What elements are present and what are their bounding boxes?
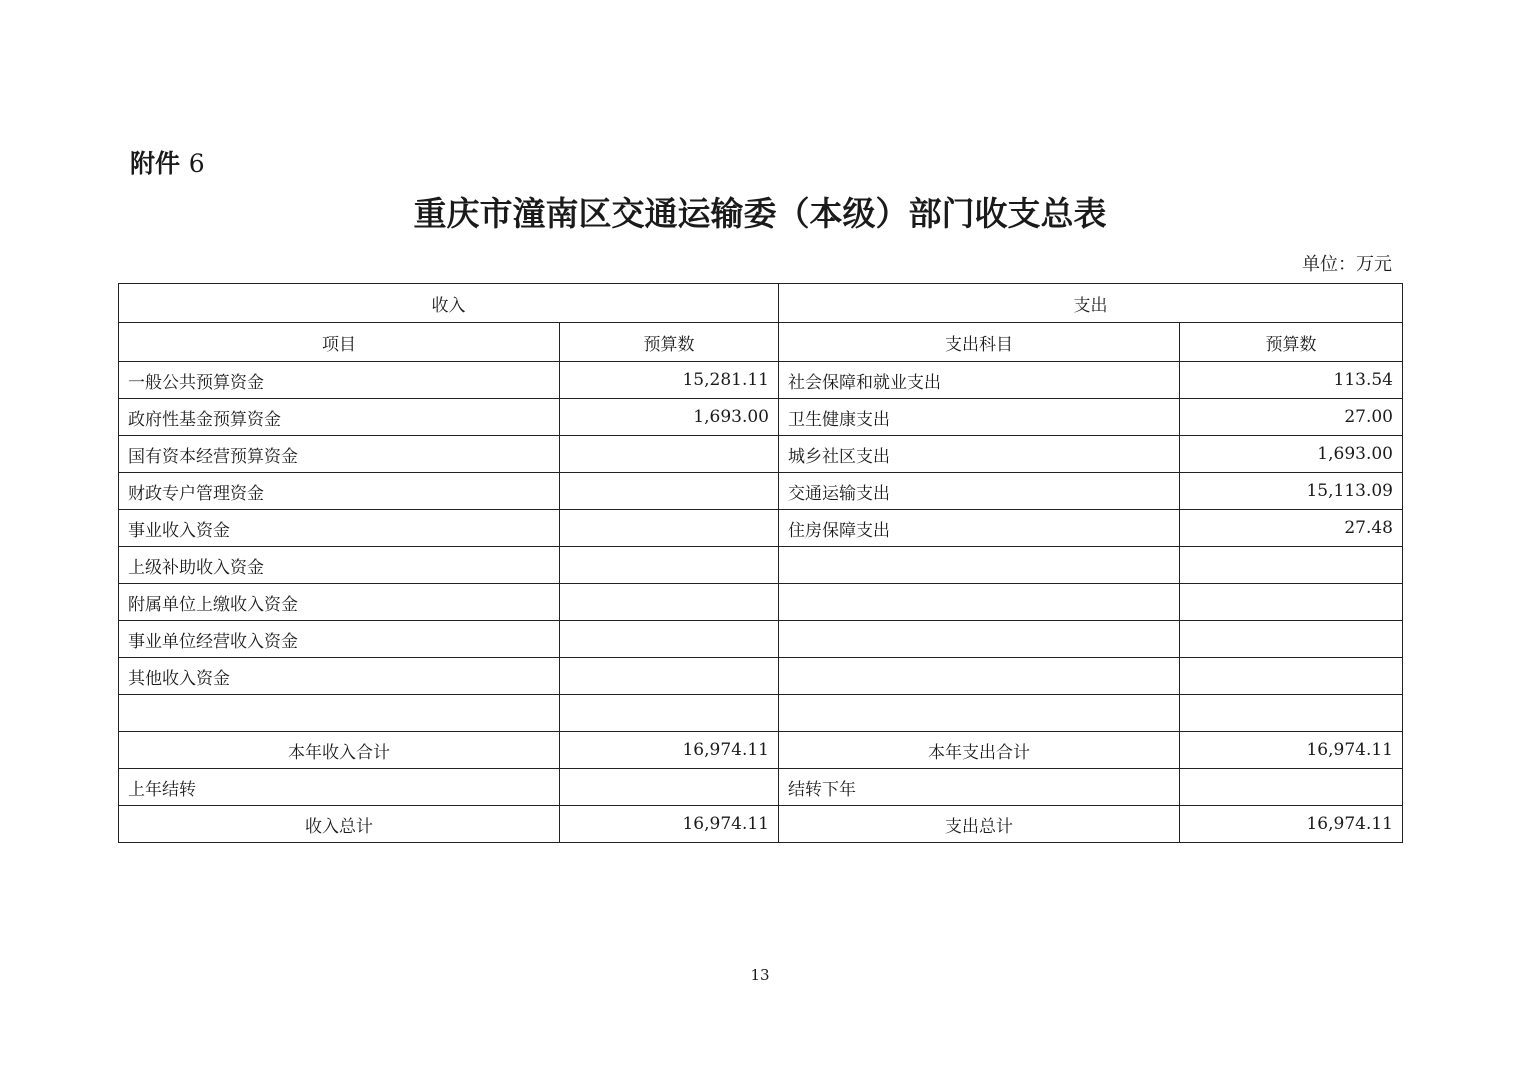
income-item: 财政专户管理资金	[119, 473, 560, 510]
table-row	[119, 584, 1403, 621]
col-budget: 预算数	[560, 323, 779, 362]
expense-header: 支出	[779, 284, 1403, 323]
table-row	[119, 362, 1403, 399]
income-value	[560, 584, 779, 621]
income-item	[119, 695, 560, 732]
income-carry-value	[560, 769, 779, 806]
income-value	[560, 658, 779, 695]
expense-value: 15,113.09	[1180, 473, 1403, 510]
expense-year-total-label: 本年支出合计	[779, 732, 1180, 769]
expense-value	[1180, 658, 1403, 695]
year-total-row	[119, 732, 1403, 769]
income-item: 事业单位经营收入资金	[119, 621, 560, 658]
col-expense-subject: 支出科目	[779, 323, 1180, 362]
table-row	[119, 695, 1403, 732]
income-item: 一般公共预算资金	[119, 362, 560, 399]
expense-value	[1180, 695, 1403, 732]
income-grand-total-label: 收入总计	[119, 806, 560, 843]
expense-item: 城乡社区支出	[779, 436, 1180, 473]
income-value	[560, 473, 779, 510]
expense-value: 1,693.00	[1180, 436, 1403, 473]
expense-grand-total-value: 16,974.11	[1180, 806, 1403, 843]
expense-value	[1180, 547, 1403, 584]
income-value	[560, 695, 779, 732]
income-item: 国有资本经营预算资金	[119, 436, 560, 473]
expense-value: 113.54	[1180, 362, 1403, 399]
attachment-label	[130, 144, 205, 180]
expense-value: 27.48	[1180, 510, 1403, 547]
income-year-total-value: 16,974.11	[560, 732, 779, 769]
expense-value	[1180, 584, 1403, 621]
expense-item	[779, 695, 1180, 732]
income-value	[560, 621, 779, 658]
carry-over-row	[119, 769, 1403, 806]
col-item: 项目	[119, 323, 560, 362]
page-title: 重庆市潼南区交通运输委（本级）部门收支总表	[413, 194, 1107, 233]
income-expense-table	[118, 283, 1403, 843]
expense-item	[779, 584, 1180, 621]
income-value	[560, 436, 779, 473]
expense-grand-total-label: 支出总计	[779, 806, 1180, 843]
income-value: 1,693.00	[560, 399, 779, 436]
expense-year-total-value: 16,974.11	[1180, 732, 1403, 769]
unit-label: 单位：万元	[1302, 254, 1392, 275]
table-row	[119, 621, 1403, 658]
table-header-row	[119, 284, 1403, 323]
income-header: 收入	[119, 284, 779, 323]
expense-item	[779, 621, 1180, 658]
column-header-row	[119, 323, 1403, 362]
expense-item: 交通运输支出	[779, 473, 1180, 510]
attachment-text: 附件	[130, 149, 181, 178]
income-item: 事业收入资金	[119, 510, 560, 547]
page-number: 13	[750, 966, 770, 984]
expense-item	[779, 658, 1180, 695]
income-item: 政府性基金预算资金	[119, 399, 560, 436]
table-row	[119, 399, 1403, 436]
expense-value: 27.00	[1180, 399, 1403, 436]
income-grand-total-value: 16,974.11	[560, 806, 779, 843]
expense-value	[1180, 621, 1403, 658]
grand-total-row	[119, 806, 1403, 843]
table-row	[119, 436, 1403, 473]
table-row	[119, 473, 1403, 510]
expense-item: 卫生健康支出	[779, 399, 1180, 436]
expense-item: 住房保障支出	[779, 510, 1180, 547]
income-year-total-label: 本年收入合计	[119, 732, 560, 769]
income-value	[560, 547, 779, 584]
expense-carry-label: 结转下年	[779, 769, 1180, 806]
table-row	[119, 658, 1403, 695]
expense-item	[779, 547, 1180, 584]
income-value: 15,281.11	[560, 362, 779, 399]
income-carry-label: 上年结转	[119, 769, 560, 806]
expense-item: 社会保障和就业支出	[779, 362, 1180, 399]
income-item: 其他收入资金	[119, 658, 560, 695]
income-value	[560, 510, 779, 547]
attachment-number: 6	[188, 149, 205, 178]
expense-carry-value	[1180, 769, 1403, 806]
income-item: 附属单位上缴收入资金	[119, 584, 560, 621]
income-item: 上级补助收入资金	[119, 547, 560, 584]
table-row	[119, 547, 1403, 584]
table-row	[119, 510, 1403, 547]
col-expense-budget: 预算数	[1180, 323, 1403, 362]
